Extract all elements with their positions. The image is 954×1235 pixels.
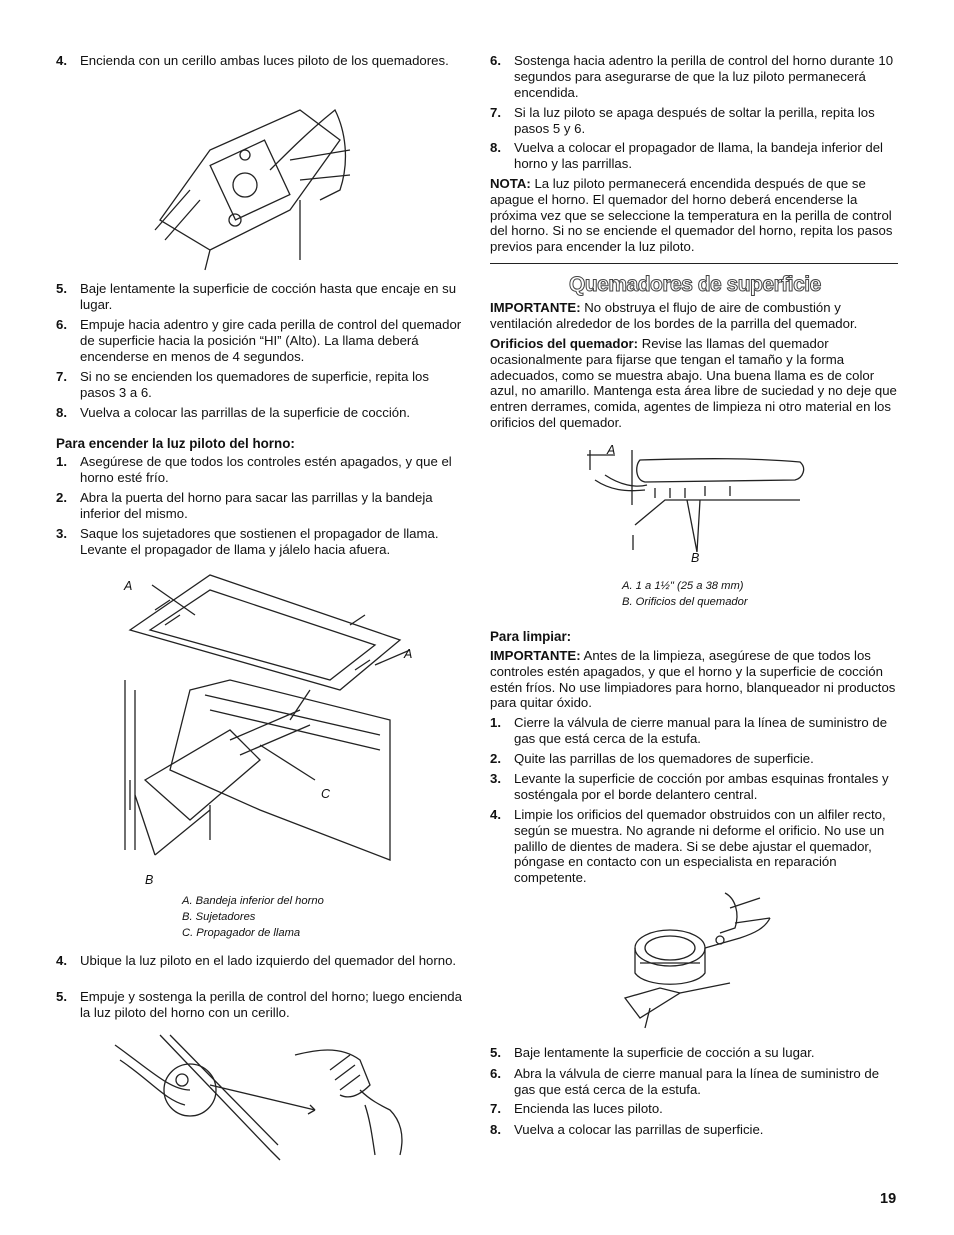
step-4-light-pilots: 4. Encienda con un cerillo ambas luces piloto de los quemadores.	[56, 53, 449, 68]
oven-step-5: 5. Empuje y sostenga la perilla de control del horno; luego encienda la luz piloto del horno con un cerillo.	[56, 989, 462, 1020]
caption-flame-spreader: C. Propagador de llama	[182, 927, 301, 939]
step-8-replace-grates: 8. Vuelva a colocar las parrillas de la superficie de cocción.	[56, 405, 411, 420]
nota-paragraph: NOTA: La luz piloto permanecerá encendida después de que se apague el horno. El quemador del horno deberá encenderse la próxima vez que se seleccione la temperatura en la perilla de control del horno. Si no se enciende el quemador del horno, repita los pasos previos para encender la luz piloto.	[490, 176, 893, 255]
figure-label-a: A	[124, 579, 133, 593]
illustration-oven-pilot-match	[110, 1030, 420, 1160]
page-number: 19	[880, 1191, 897, 1207]
clean-step-1: 1. Cierre la válvula de cierre manual para la línea de suministro de gas que está cerca de la estufa.	[490, 715, 888, 746]
step-6-push-turn-knob: 6. Empuje hacia adentro y gire cada perilla de control del quemador de superficie hacia la posición “HI” (Alto). La llama deberá encenderse en menos de 4 segundos.	[56, 317, 462, 364]
clean-step-3: 3. Levante la superficie de cocción por ambas esquinas frontales y sosténgala por el borde delantero central.	[490, 771, 889, 802]
section-title: Quemadores de superficie	[569, 273, 821, 296]
clean-step-2: 2. Quite las parrillas de los quemadores de superficie.	[490, 751, 814, 766]
orificios-paragraph: Orificios del quemador: Revise las llamas del quemador ocasionalmente para fijarse que tengan el tamaño y la forma adecuados, como se muestra abajo. Una buena llama es de color azul, no amarillo. Mantenga esta área libre de suciedad y no deje que entren derrames, comida, agentes de limpieza ni otro material en los orificios del quemador.	[490, 336, 897, 430]
clean-step-4: 4. Limpie los orificios del quemador obstruidos con un alfiler recto, según se muestra. No agrande ni deforme el orificio. No use un palillo de dientes de madera. Si se debe ajustar el quemador, póngase en contacto con un especialista en reparación competente.	[490, 807, 886, 886]
oven-step-6: 6. Sostenga hacia adentro la perilla de control del horno durante 10 segundos para asegurarse de que la luz piloto permanecerá encendida.	[490, 53, 894, 100]
caption-flame-height: A. 1 a 1½" (25 a 38 mm)	[622, 580, 744, 592]
caption-burner-ports: B. Orificios del quemador	[622, 596, 748, 608]
step-7-repeat: 7. Si no se encienden los quemadores de superficie, repita los pasos 3 a 6.	[56, 369, 429, 400]
limpiar-heading: Para limpiar:	[490, 629, 572, 644]
caption-oven-bottom: A. Bandeja inferior del horno	[182, 895, 324, 907]
clean-step-8: 8. Vuelva a colocar las parrillas de superficie.	[490, 1122, 764, 1137]
figure-label-c: C	[321, 787, 331, 801]
oven-step-8: 8. Vuelva a colocar el propagador de llama, la bandeja inferior del horno y las parrillas.	[490, 140, 883, 171]
burner-label-a: A	[607, 443, 616, 457]
nota-label: NOTA:	[490, 176, 531, 191]
oven-step-3: 3. Saque los sujetadores que sostienen el propagador de llama. Levante el propagador de llama y jálelo hacia afuera.	[56, 526, 439, 557]
section-divider	[490, 263, 898, 264]
clean-step-5: 5. Baje lentamente la superficie de cocción a su lugar.	[490, 1045, 815, 1060]
burner-label-b: B	[691, 551, 700, 565]
importante-paragraph: IMPORTANTE: No obstruya el flujo de aire de combustión y ventilación alrededor de los bordes de la parrilla del quemador.	[490, 300, 858, 331]
oven-step-1: 1. Asegúrese de que todos los controles estén apagados, y que el horno esté frío.	[56, 454, 452, 485]
illustration-oven-bottom-spreader	[110, 570, 420, 870]
oven-pilot-heading: Para encender la luz piloto del horno:	[56, 436, 295, 451]
figure-label-a-right: A	[404, 647, 413, 661]
caption-fasteners: B. Sujetadores	[182, 911, 256, 923]
oven-step-4: 4. Ubique la luz piloto en el lado izquierdo del quemador del horno.	[56, 953, 457, 968]
clean-step-6: 6. Abra la válvula de cierre manual para la línea de suministro de gas que está cerca de la estufa.	[490, 1066, 880, 1097]
oven-step-7: 7. Si la luz piloto se apaga después de soltar la perilla, repita los pasos 5 y 6.	[490, 105, 875, 136]
figure-label-b: B	[145, 873, 154, 887]
illustration-cleaning-burner	[620, 888, 780, 1038]
step-5-lower-cooktop: 5. Baje lentamente la superficie de cocción hasta que encaje en su lugar.	[56, 281, 457, 312]
illustration-burner-flame	[585, 440, 815, 560]
clean-step-7: 7. Encienda las luces piloto.	[490, 1101, 663, 1116]
oven-step-2: 2. Abra la puerta del horno para sacar las parrillas y la bandeja inferior del mismo.	[56, 490, 433, 521]
importante2-paragraph: IMPORTANTE: Antes de la limpieza, asegúrese de que todos los controles estén apagados, y que el horno y la superficie de cocción estén fríos. No use limpiadores para horno, blanqueador ni productos para quitar óxido.	[490, 648, 896, 711]
illustration-lighting-pilots	[150, 90, 360, 270]
